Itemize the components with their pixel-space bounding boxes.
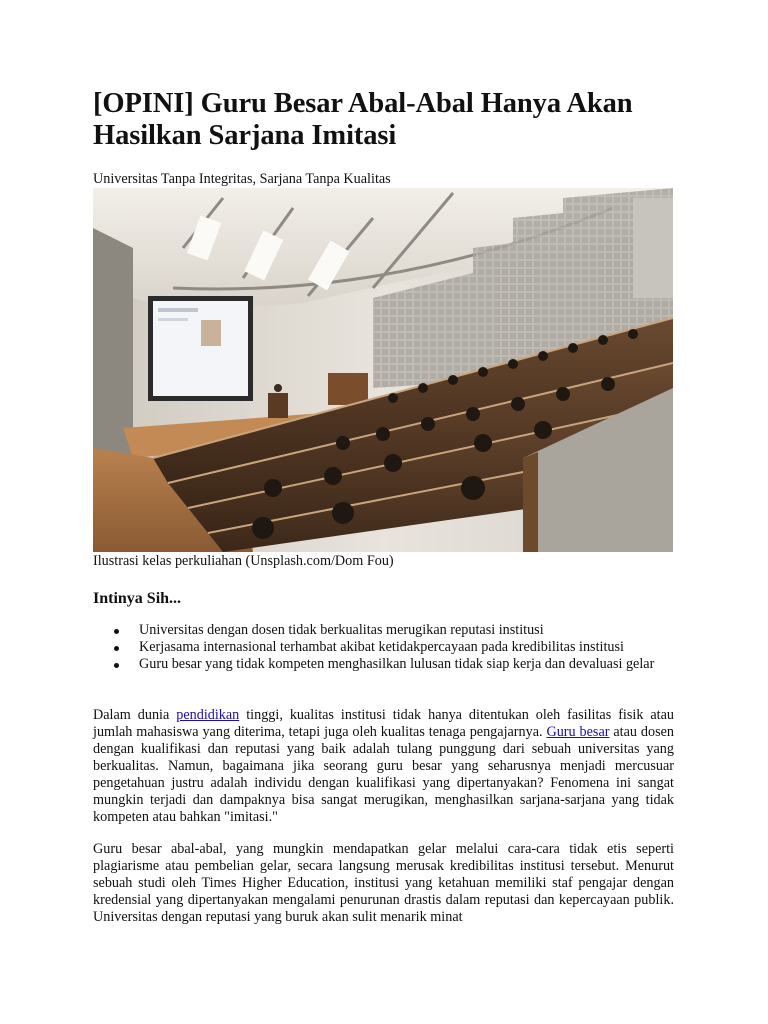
link-guru-besar[interactable]: Guru besar — [546, 724, 610, 740]
article-title: [OPINI] Guru Besar Abal-Abal Hanya Akan Hasilkan Sarjana Imitasi — [93, 88, 633, 151]
article-subtitle: Universitas Tanpa Integritas, Sarjana Tanpa Kualitas — [93, 171, 391, 187]
paragraph-text: tinggi, kualitas institusi tidak hanya ditentukan oleh fasilitas fisik atau jumlah mahasiswa yang diterima, tetapi juga oleh kualitas tenaga pengajarnya. — [93, 707, 674, 740]
link-pendidikan[interactable]: pendidikan — [176, 707, 240, 723]
summary-item-text: Universitas dengan dosen tidak berkualitas merugikan reputasi institusi — [139, 622, 544, 638]
paragraph-text: atau dosen dengan kualifikasi dan reputasi yang baik adalah tulang punggung dari sebuah universitas yang berkualitas. Namun, bagaimana jika seorang guru besar yang seharusnya menjadi mercusuar pengetahuan justru adalah individu dengan kualifikasi yang dipertanyakan? Fenomena ini sangat mungkin terjadi dan dampaknya bisa sangat merugikan, menghasilkan sarjana-sarjana yang tidak kompeten atau bahkan "imitasi." — [93, 724, 675, 825]
summary-item-text: Kerjasama internasional terhambat akibat ketidakpercayaan pada kredibilitas institusi — [139, 639, 624, 655]
bullet-icon — [114, 646, 119, 651]
body-paragraph — [93, 707, 674, 826]
lecture-hall-photo — [93, 188, 673, 552]
bullet-icon — [114, 663, 119, 668]
summary-heading: Intinya Sih... — [93, 590, 182, 607]
bullet-icon — [114, 629, 119, 634]
image-caption: Ilustrasi kelas perkuliahan (Unsplash.com/Dom Fou) — [93, 553, 394, 569]
summary-item — [93, 639, 674, 656]
summary-item — [93, 656, 674, 673]
body-paragraph: Guru besar abal-abal, yang mungkin mendapatkan gelar melalui cara-cara tidak etis seperti plagiarisme atau pembelian gelar, secara langsung merusak kredibilitas institusi tersebut. Menurut sebuah studi oleh Times Higher Education, institusi yang ketahuan memiliki staf pengajar dengan kredensial yang dipertanyakan mengalami penurunan drastis dalam reputasi dan kepercayaan publik. Universitas dengan reputasi yang buruk akan sulit menarik minat — [93, 841, 674, 925]
paragraph-text: Dalam dunia — [93, 707, 177, 723]
summary-list — [93, 622, 674, 673]
summary-item-text: Guru besar yang tidak kompeten menghasilkan lulusan tidak siap kerja dan devaluasi gelar — [139, 656, 655, 672]
summary-item — [93, 622, 674, 639]
